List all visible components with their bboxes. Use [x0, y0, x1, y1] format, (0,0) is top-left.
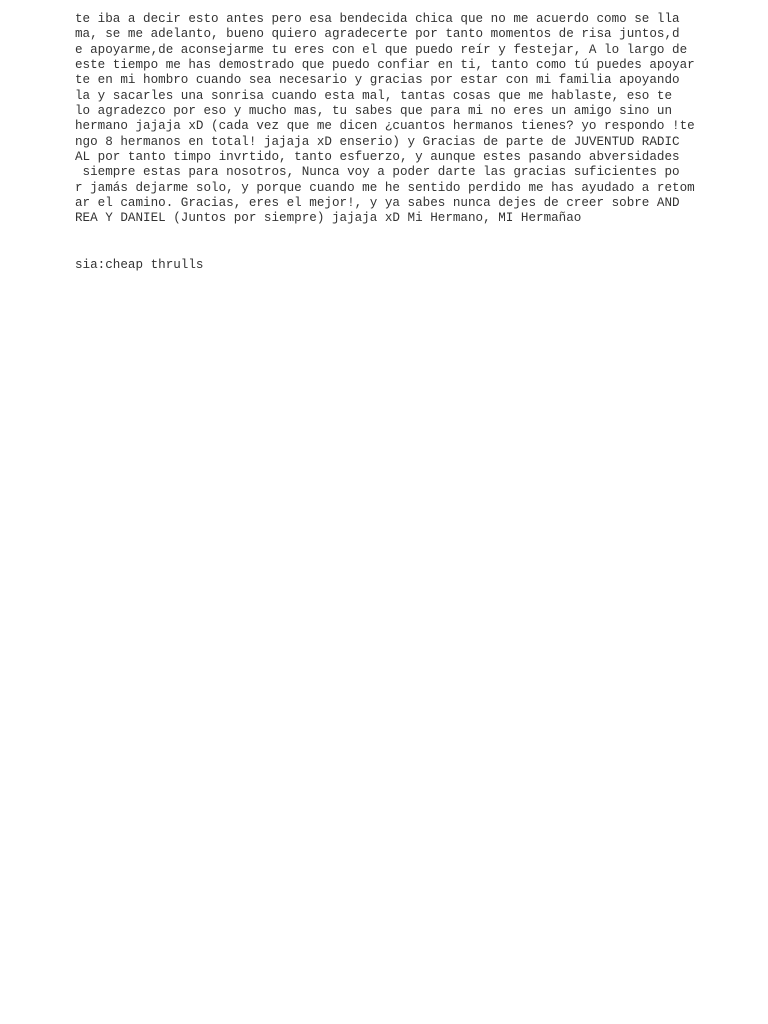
text-line: te en mi hombro cuando sea necesario y gracias por estar con mi familia apoyando — [75, 73, 680, 88]
text-line: e apoyarme,de aconsejarme tu eres con el que puedo reír y festejar, A lo largo de — [75, 42, 688, 57]
signature-line: sia:cheap thrulls — [75, 258, 204, 272]
letter-body — [75, 12, 755, 227]
text-line: REA Y DANIEL (Juntos por siempre) jajaja xD Mi Hermano, MI Hermañao — [75, 211, 582, 226]
text-line: ma, se me adelanto, bueno quiero agradecerte por tanto momentos de risa juntos,d — [75, 27, 680, 42]
text-line: r jamás dejarme solo, y porque cuando me he sentido perdido me has ayudado a retom — [75, 180, 695, 195]
text-line: ngo 8 hermanos en total! jajaja xD enserio) y Gracias de parte de JUVENTUD RADIC — [75, 134, 680, 149]
text-line: hermano jajaja xD (cada vez que me dicen ¿cuantos hermanos tienes? yo respondo !te — [75, 119, 695, 134]
text-line: AL por tanto timpo invrtido, tanto esfuerzo, y aunque estes pasando abversidades — [75, 150, 680, 165]
text-line: te iba a decir esto antes pero esa bendecida chica que no me acuerdo como se lla — [75, 12, 680, 26]
text-line: ar el camino. Gracias, eres el mejor!, y ya sabes nunca dejes de creer sobre AND — [75, 196, 680, 211]
text-line: lo agradezco por eso y mucho mas, tu sabes que para mi no eres un amigo sino un — [75, 104, 673, 119]
text-line: siempre estas para nosotros, Nunca voy a poder darte las gracias suficientes po — [75, 165, 680, 180]
text-line: la y sacarles una sonrisa cuando esta mal, tantas cosas que me hablaste, eso te — [75, 88, 673, 103]
text-line: este tiempo me has demostrado que puedo confiar en ti, tanto como tú puedes apoyar — [75, 58, 695, 73]
